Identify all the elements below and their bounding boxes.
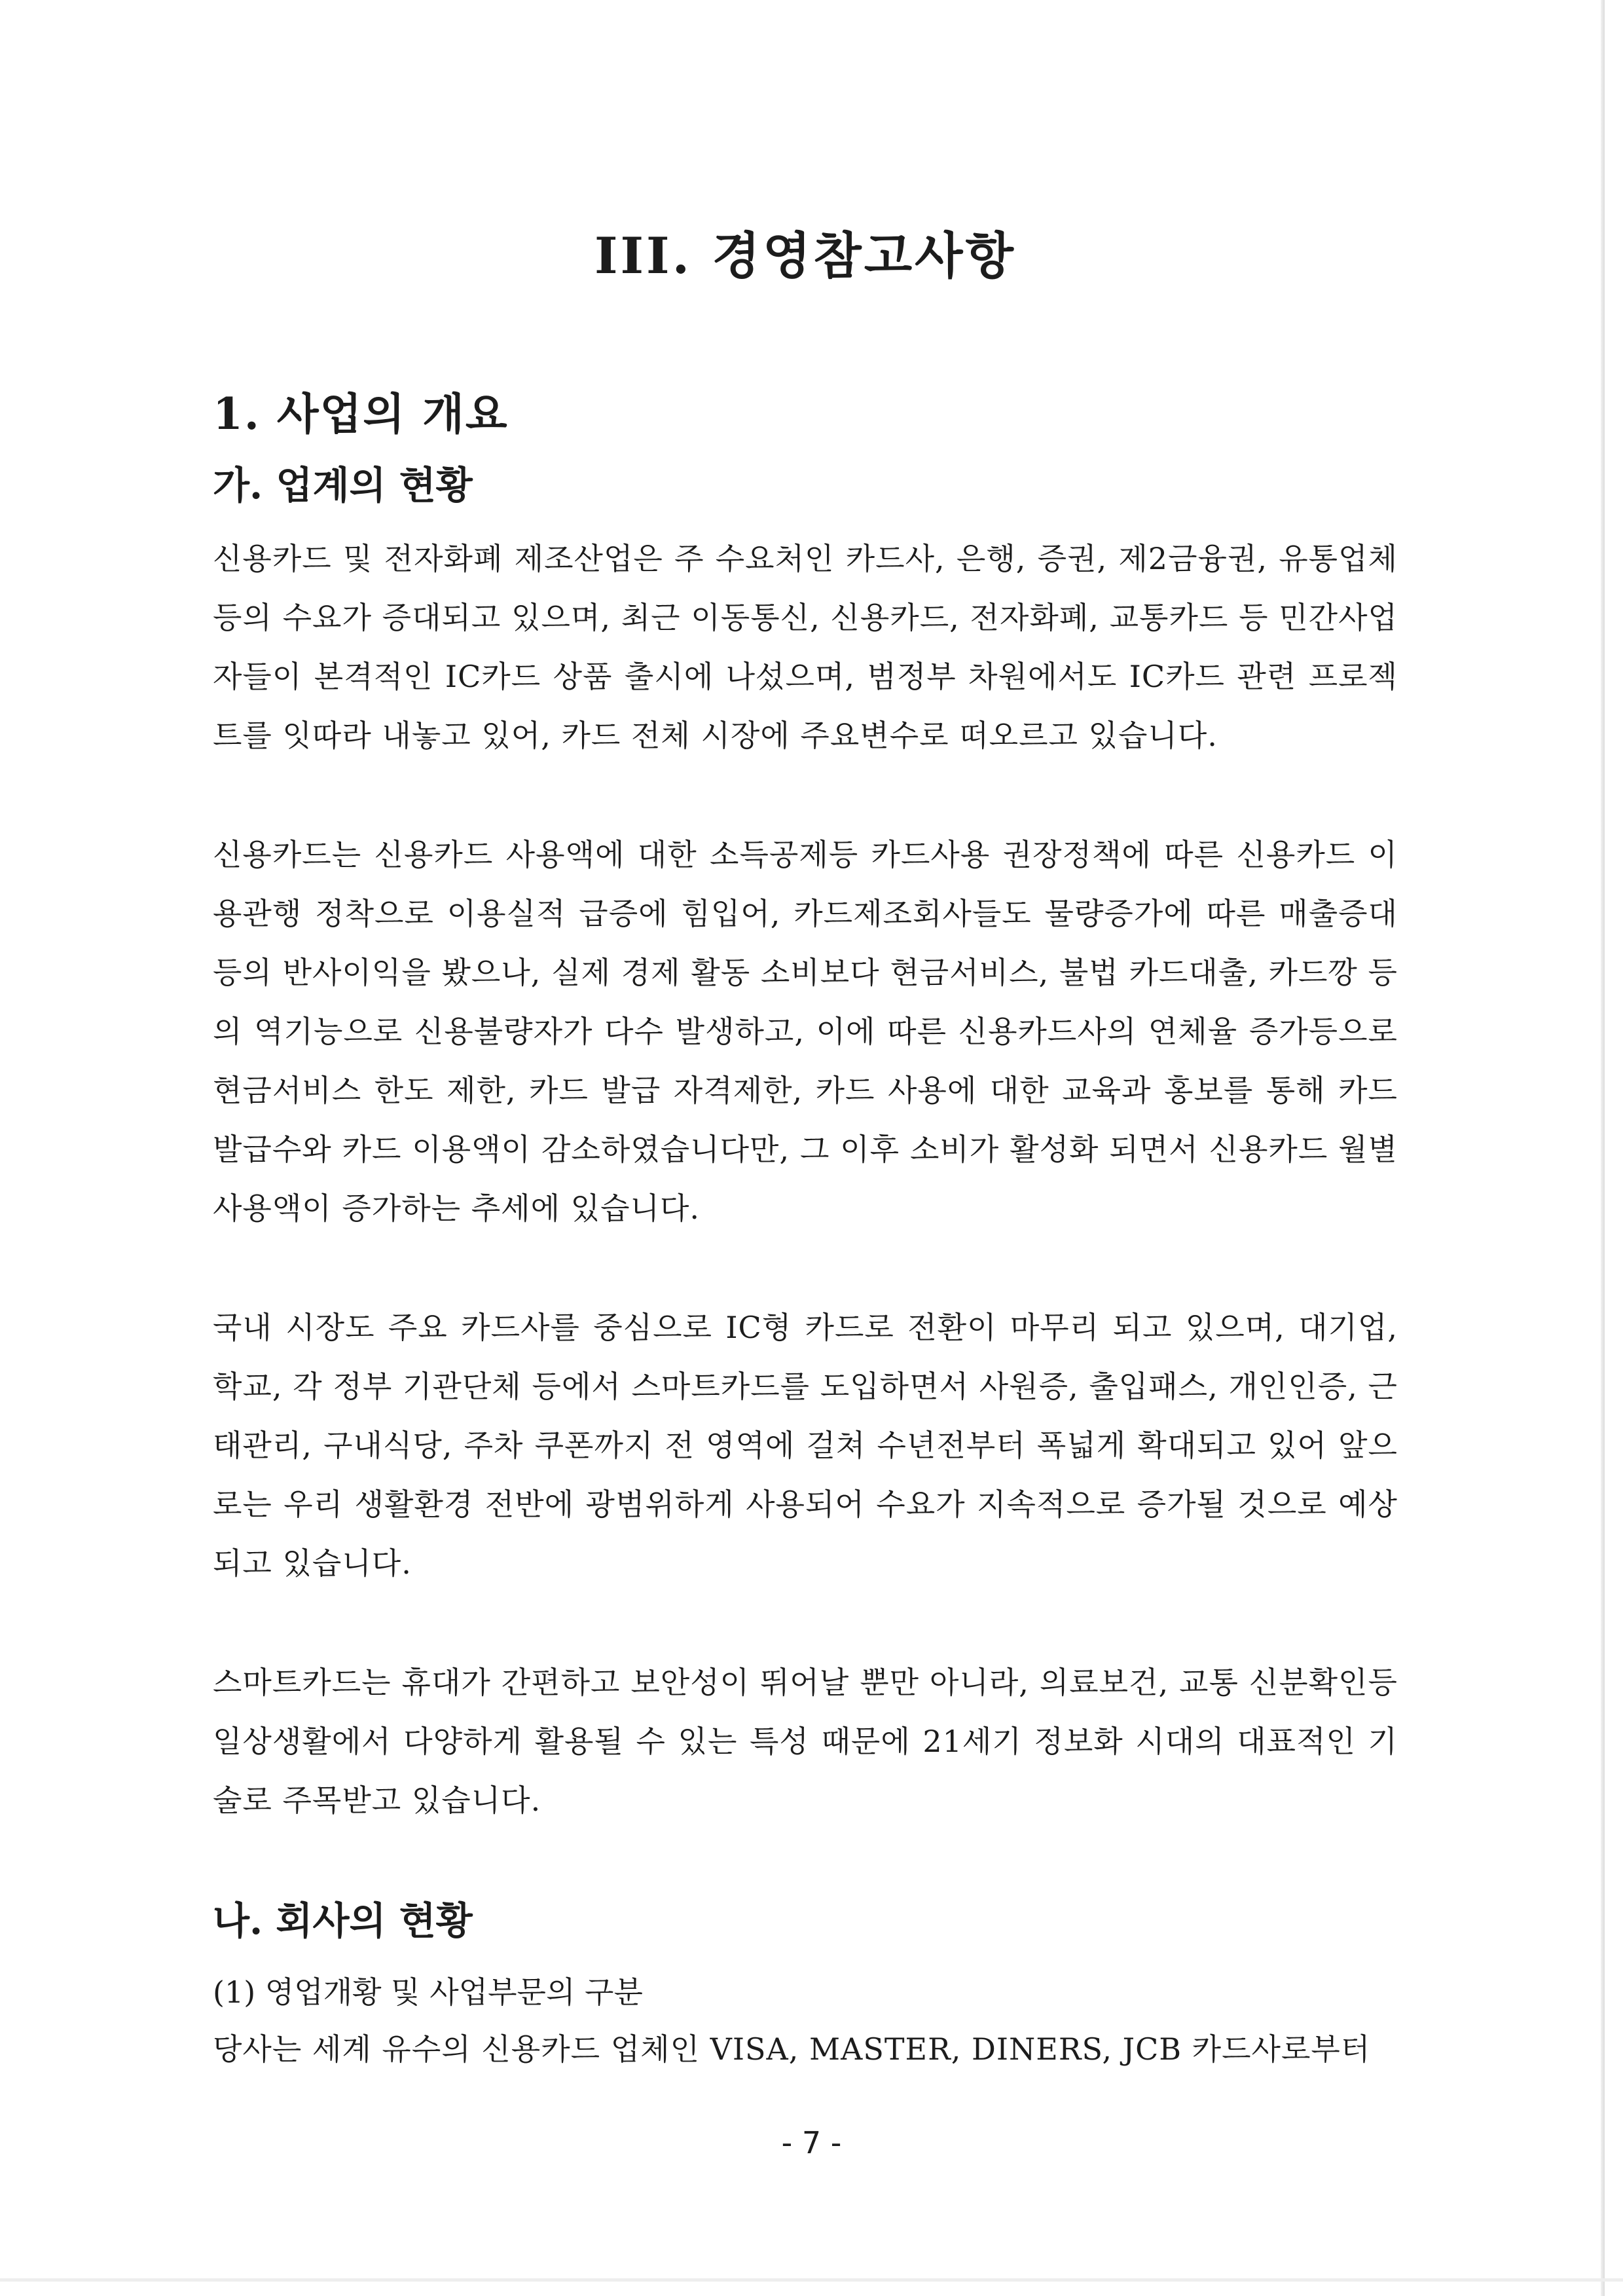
section-heading: 1. 사업의 개요 (213, 388, 509, 439)
paragraph-industry-overview: 신용카드 및 전자화폐 제조산업은 주 수요처인 카드사, 은행, 증권, 제2금융권, 유통업체 등의 수요가 증대되고 있으며, 최근 이동통신, 신용카드, 전자화폐, 교통카드 등 민간사업자들이 본격적인 IC카드 상품 출시에 나섰으며, 범정부 차원에서도 IC카드 관련 프로젝트를 잇따라 내놓고 있어, 카드 전체 시장에 주요변수로 떠오르고 있습니다. (213, 541, 1398, 753)
page-number: - 7 - (781, 2125, 842, 2160)
paragraph-credit-card-trend: 신용카드는 신용카드 사용액에 대한 소득공제등 카드사용 권장정책에 따른 신용카드 이용관행 정착으로 이용실적 급증에 힘입어, 카드제조회사들도 물량증가에 따른 매출증대등의 반사이익을 봤으나, 실제 경제 활동 소비보다 현금서비스, 불법 카드대출, 카드깡 등의 역기능으로 신용불량자가 다수 발생하고, 이에 따른 신용카드사의 연체율 증가등으로현금서비스 한도 제한, 카드 발급 자격제한, 카드 사용에 대한 교육과 홍보를 통해 카드 발급수와 카드 이용액이 감소하였습니다만, 그 이후 소비가 활성화 되면서 신용카드 월별 사용액이 증가하는 추세에 있습니다. (213, 837, 1398, 1226)
paragraph-domestic-market: 국내 시장도 주요 카드사를 중심으로 IC형 카드로 전환이 마무리 되고 있으며, 대기업, 학교, 각 정부 기관단체 등에서 스마트카드를 도입하면서 사원증, 출입패스, 개인인증, 근태관리, 구내식당, 주차 쿠폰까지 전 영역에 걸쳐 수년전부터 폭넓게 확대되고 있어 앞으로는 우리 생활환경 전반에 광범위하게 사용되어 수요가 지속적으로 증가될 것으로 예상되고 있습니다. (213, 1310, 1398, 1581)
paragraph-company-intro: 당사는 세계 유수의 신용카드 업체인 VISA, MASTER, DINERS, JCB 카드사로부터 (213, 2031, 1371, 2067)
scan-edge (1601, 0, 1605, 2296)
subsection-heading-industry: 가. 업계의 현황 (213, 463, 473, 508)
scan-edge-bottom (0, 2278, 1623, 2282)
document-title: III. 경영참고사항 (594, 227, 1017, 285)
item-heading-business-overview: (1) 영업개황 및 사업부문의 구분 (213, 1974, 643, 2010)
subsection-heading-company: 나. 회사의 현황 (213, 1898, 473, 1943)
document-page (213, 216, 1398, 2079)
paragraph-smart-card: 스마트카드는 휴대가 간편하고 보안성이 뛰어날 뿐만 아니라, 의료보건, 교통 신분확인등 일상생활에서 다양하게 활용될 수 있는 특성 때문에 21세기 정보화 시대의 대표적인 기술로 주목받고 있습니다. (213, 1665, 1398, 1818)
